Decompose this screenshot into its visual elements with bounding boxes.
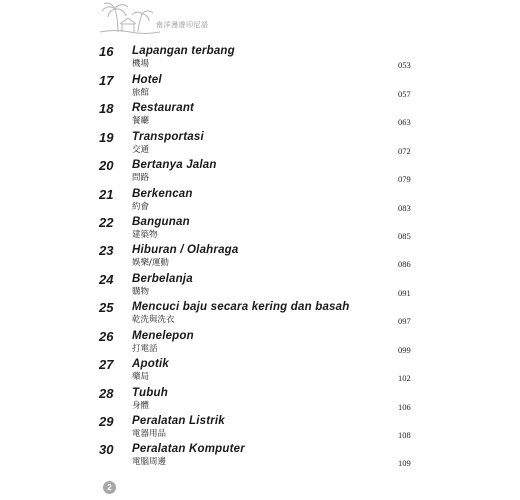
- chapter-page-number: 106: [398, 402, 411, 412]
- toc-entry[interactable]: [0, 414, 520, 442]
- chapter-page-number: 102: [398, 373, 411, 383]
- toc-entry[interactable]: [0, 272, 520, 300]
- toc-entry[interactable]: [0, 158, 520, 186]
- toc-entry[interactable]: [0, 101, 520, 129]
- chapter-number: 27: [99, 357, 114, 372]
- chapter-page-number: 057: [398, 89, 411, 99]
- chapter-page-number: 079: [398, 174, 411, 184]
- toc-entry[interactable]: [0, 73, 520, 101]
- toc-entry[interactable]: [0, 329, 520, 357]
- chapter-number: 26: [99, 329, 114, 344]
- chapter-page-number: 108: [398, 430, 411, 440]
- chapter-title: Hotel: [132, 74, 162, 86]
- chapter-page-number: 091: [398, 288, 411, 298]
- chapter-number: 30: [99, 442, 114, 457]
- chapter-subtitle: 乾洗與洗衣: [132, 315, 175, 325]
- book-title: 南洋漫遊印尼語: [156, 22, 209, 29]
- book-header: [100, 2, 220, 32]
- chapter-subtitle: 購物: [132, 287, 150, 297]
- chapter-page-number: 053: [398, 60, 411, 70]
- chapter-title: Mencuci baju secara kering dan basah: [132, 301, 350, 313]
- chapter-number: 24: [99, 272, 114, 287]
- chapter-title: Peralatan Listrik: [132, 415, 225, 427]
- chapter-subtitle: 機場: [132, 59, 150, 69]
- page-number-badge: 2: [103, 481, 116, 494]
- chapter-number: 22: [99, 215, 114, 230]
- chapter-subtitle: 娛樂/運動: [132, 258, 169, 268]
- toc-entry[interactable]: [0, 442, 520, 470]
- chapter-number: 16: [99, 44, 114, 59]
- toc-entry[interactable]: [0, 215, 520, 243]
- toc-entry[interactable]: [0, 357, 520, 385]
- chapter-number: 25: [99, 300, 114, 315]
- chapter-title: Lapangan terbang: [132, 45, 235, 57]
- chapter-page-number: 086: [398, 259, 411, 269]
- chapter-title: Berbelanja: [132, 273, 193, 285]
- toc-entry[interactable]: [0, 130, 520, 158]
- chapter-title: Hiburan / Olahraga: [132, 244, 239, 256]
- chapter-title: Restaurant: [132, 102, 195, 114]
- chapter-page-number: 099: [398, 345, 411, 355]
- chapter-title: Bangunan: [132, 216, 190, 228]
- chapter-number: 19: [99, 130, 114, 145]
- chapter-title: Peralatan Komputer: [132, 443, 245, 455]
- chapter-title: Tubuh: [132, 387, 168, 399]
- toc-entry[interactable]: [0, 187, 520, 215]
- chapter-subtitle: 身體: [132, 401, 150, 411]
- chapter-subtitle: 電器用品: [132, 429, 167, 439]
- chapter-number: 18: [99, 101, 114, 116]
- chapter-subtitle: 交通: [132, 145, 150, 155]
- chapter-subtitle: 建築物: [132, 230, 158, 240]
- chapter-title: Apotik: [132, 358, 169, 370]
- chapter-subtitle: 餐廳: [132, 116, 150, 126]
- chapter-number: 17: [99, 73, 114, 88]
- toc-entry[interactable]: [0, 300, 520, 328]
- chapter-page-number: 109: [398, 458, 411, 468]
- chapter-number: 28: [99, 386, 114, 401]
- chapter-number: 21: [99, 187, 114, 202]
- chapter-subtitle: 約會: [132, 202, 150, 212]
- chapter-subtitle: 旅館: [132, 88, 150, 98]
- toc-entry[interactable]: [0, 44, 520, 72]
- chapter-title: Berkencan: [132, 188, 193, 200]
- chapter-page-number: 083: [398, 203, 411, 213]
- chapter-title: Bertanya Jalan: [132, 159, 217, 171]
- chapter-title: Transportasi: [132, 131, 204, 143]
- chapter-title: Menelepon: [132, 330, 194, 342]
- chapter-number: 20: [99, 158, 114, 173]
- chapter-subtitle: 問路: [132, 173, 150, 183]
- chapter-subtitle: 電腦周邊: [132, 457, 167, 467]
- toc-entry[interactable]: [0, 386, 520, 414]
- toc-entry[interactable]: [0, 243, 520, 271]
- chapter-number: 23: [99, 243, 114, 258]
- chapter-page-number: 063: [398, 117, 411, 127]
- chapter-subtitle: 藥局: [132, 372, 150, 382]
- chapter-page-number: 072: [398, 146, 411, 156]
- chapter-subtitle: 打電話: [132, 344, 158, 354]
- chapter-page-number: 085: [398, 231, 411, 241]
- chapter-page-number: 097: [398, 316, 411, 326]
- chapter-number: 29: [99, 414, 114, 429]
- palm-tree-icon: [100, 2, 160, 34]
